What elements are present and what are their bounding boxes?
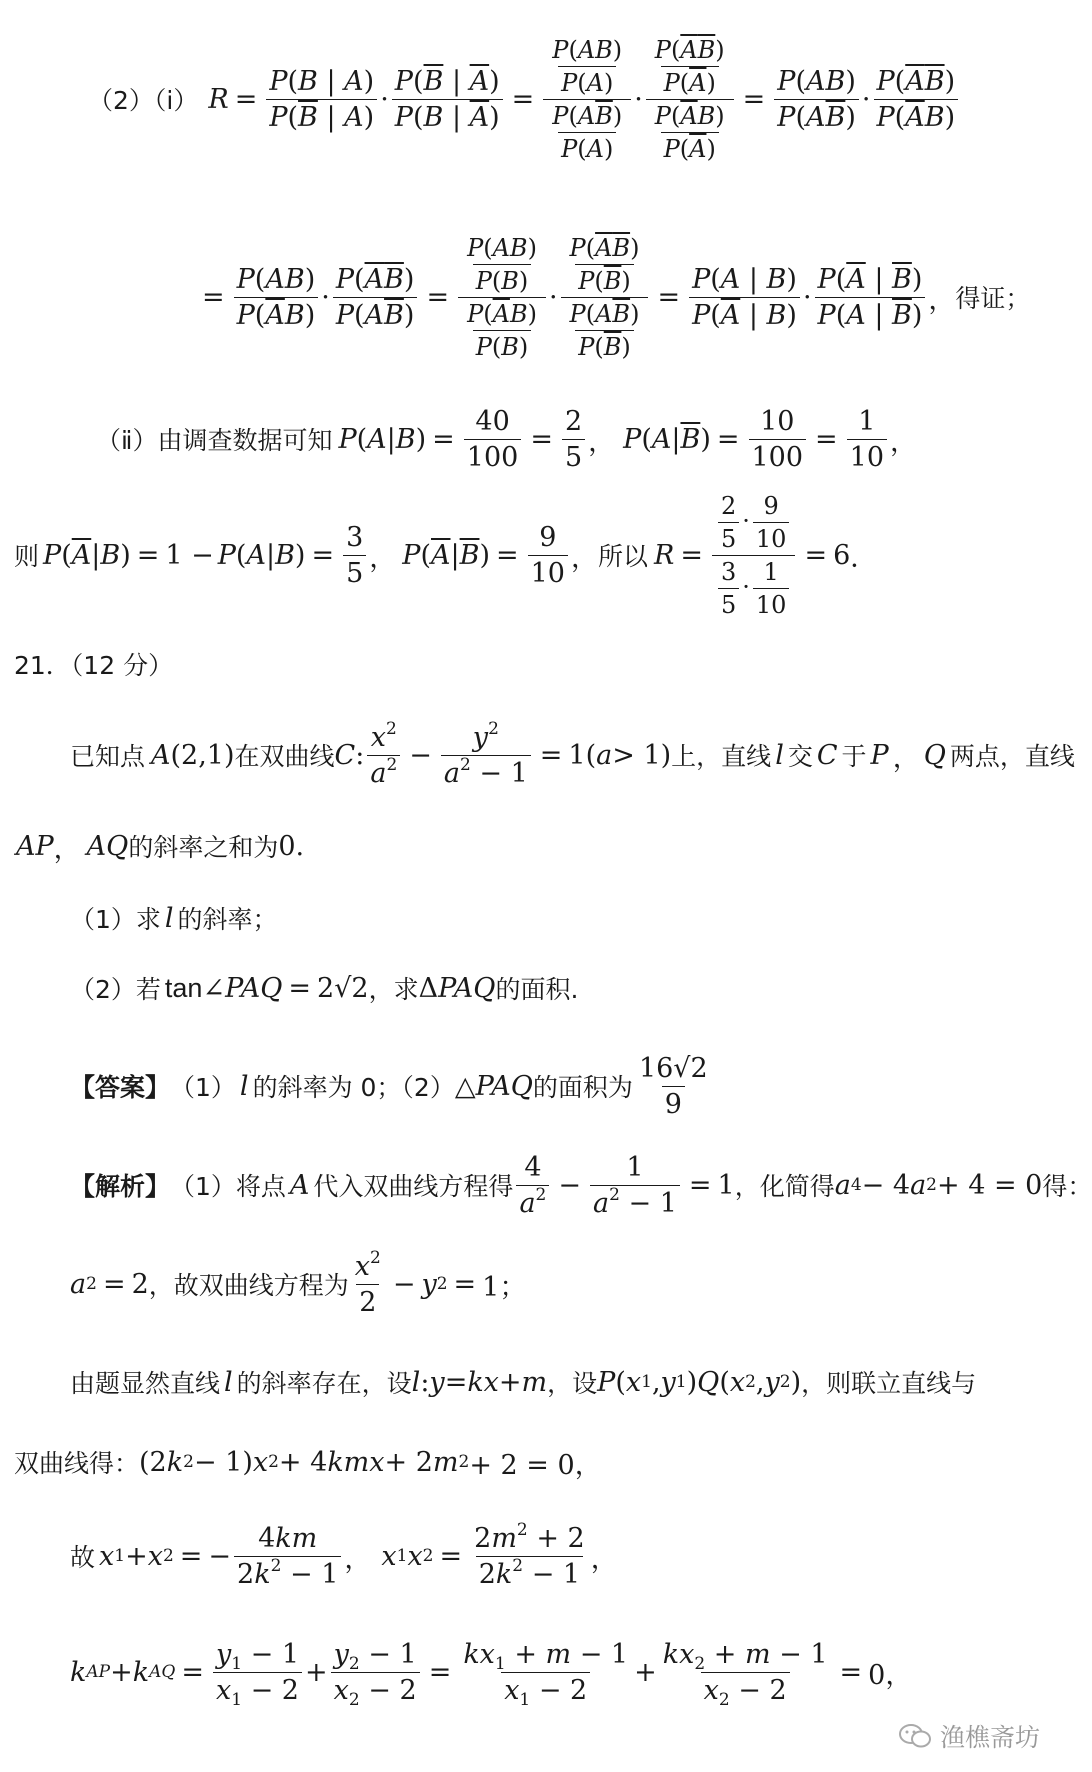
answer-line: 【答案】 （1） l 的斜率为 0；（2） △ PAQ 的面积为 $\frac{16√2}{9}$ — [70, 1044, 714, 1128]
answer-frac-num: 16√2 — [638, 1052, 708, 1084]
analysis-text: 得： — [1042, 1172, 1092, 1201]
part-label: （2）（ⅰ） — [88, 86, 199, 115]
q21-stem-text: 交 — [787, 742, 813, 771]
frac-den: 100 — [749, 439, 807, 473]
answer-text: 的面积为 — [532, 1073, 633, 1102]
analysis-line6: k AP + k AQ = $\frac{y_1 - 1}{x_1 - 2}$ + $\frac{y_2 - 1}{x_2 - 2}$ = $\frac{kx_1 + m - 1}{x_1 - 2}$ + $\frac{kx_2 + m - 1}{x_2 - 2}$ = 0， — [70, 1638, 913, 1710]
analysis-text: 代入双曲线方程得 — [313, 1172, 514, 1201]
part-ii-label: （ⅱ）由调查数据可知 — [96, 426, 333, 455]
frac-den: 10 — [528, 555, 568, 589]
frac-den: 5 — [562, 439, 585, 473]
analysis-line4: 双曲线得： (2 k 2 − 1) x 2 + 4 kmx + 2 m 2 + 2 = 0， — [14, 1438, 602, 1486]
wechat-icon — [898, 1722, 932, 1750]
conclusion-line: 则 P ( $\overline{A}$ | B ) = 1 − P ( A | B ) = $\frac{3}{5}$ ， P ( $\overline{A}$ | $\overline{B}$ ) = $\frac{9}{10}$ ， 所以 R = $\frac{2}{5}$ · $\frac{9}{10}$ $\frac{3}{5}$ · $\frac{1}{10}$ = 6 ． — [14, 491, 878, 619]
q21-stem-text: 在双曲线 — [234, 742, 335, 771]
frac-den: 100 — [464, 439, 522, 473]
analysis-text: ，设 — [547, 1369, 598, 1398]
analysis-text: ，化简得 — [734, 1172, 835, 1201]
watermark — [898, 1718, 1040, 1754]
then-text: 则 — [14, 542, 40, 571]
analysis-text: （1）将点 — [170, 1172, 286, 1201]
analysis-text: 由题显然直线 — [70, 1369, 221, 1398]
q21-stem-text: 的斜率之和为 — [128, 833, 279, 862]
frac-num: 1 — [858, 405, 876, 437]
frac-den: 10 — [847, 439, 887, 473]
q21-part2-text: （2）若 — [70, 975, 161, 1004]
analysis-text: 双曲线得： — [14, 1449, 140, 1478]
q21-stem-text: 已知点 — [70, 742, 146, 771]
frac-den: 5 — [343, 555, 366, 589]
analysis-line5: 故 x 1 + x 2 = − $\frac{4km}{2k^2 - 1}$ ， x 1 x 2 = $\frac{2m^2 + 2}{2k^2 - 1}$ ， — [70, 1519, 618, 1590]
analysis-line3: 由题显然直线 l 的斜率存在，设 l : y = kx + m ，设 P ( x 1 , y 1 ) Q ( x 2 , y 2 ) ，则联立直线与 — [70, 1360, 976, 1404]
r-result: 6 — [833, 539, 851, 571]
proved-text: 得证； — [955, 284, 1031, 313]
formula-r-line1: （2）（ⅰ） R = $\frac{P(B | A)}{P(\overline{B} | A)}$ · $\frac{P(\overline{B} | \overline{A})}{P(B | \overline{A})}$ = $\frac{\frac{P(AB)}{P(A)}}{\frac{P(A\overline{B})}{P(A)}}$ · $\frac{\frac{P(\overline{A}\overline{B})}{P(\overline{A})}}{\frac{P(\overline{A}B)}{P(\overline{A})}}$ = $\frac{P(AB)}{P(A\overline{B})}$ · $\frac{P(\overline{A}\overline{B})}{P(\overline{A}B)}$ — [88, 24, 961, 174]
q21-part1-text: （1）求 — [70, 905, 161, 934]
analysis-tag: 【解析】 — [70, 1172, 171, 1201]
q21-header-text: 21．（12 分） — [14, 651, 174, 680]
q21-part1: （1）求 l 的斜率； — [70, 898, 278, 938]
analysis-text: 的斜率存在，设 — [236, 1369, 412, 1398]
q21-part1-text: 的斜率； — [177, 905, 278, 934]
answer-tag: 【答案】 — [70, 1073, 171, 1102]
analysis-text: ，则联立直线与 — [801, 1369, 977, 1398]
answer-text: （1） — [170, 1073, 236, 1102]
analysis-line1: 【解析】 （1）将点 A 代入双曲线方程得 $\frac{4}{a^2}$ − $\frac{1}{a^2 - 1}$ = 1 ，化简得 a 4 − 4 a 2 + 4 = 0 得： — [70, 1151, 1092, 1219]
q21-stem-text: 两点，直线 — [949, 742, 1075, 771]
q21-zero: 0. — [278, 830, 305, 862]
formula-r-line2: = $\frac{P(AB)}{P(\overline{A}B)}$ · $\frac{P(\overline{A}\overline{B})}{P(A\overline{B})}$ = $\frac{\frac{P(AB)}{P(B)}}{\frac{P(\overline{A}B)}{P(B)}}$ · $\frac{\frac{P(\overline{A}\overline{B})}{P(\overline{B})}}{\frac{P(A\overline{B})}{P(\overline{B})}}$ = $\frac{P(A | B)}{P(\overline{A} | B)}$ · $\frac{P(\overline{A} | \overline{B})}{P(A | \overline{B})}$ ， 得证； — [202, 233, 1031, 361]
q21-part2-text: 的面积. — [495, 975, 579, 1004]
so-text: 所以 — [597, 542, 648, 571]
frac-num: 10 — [760, 405, 795, 437]
frac-num: 2 — [564, 405, 583, 437]
q21-stem-line2: AP ， AQ 的斜率之和为 0. — [16, 826, 304, 866]
frac-num: 3 — [346, 521, 364, 553]
answer-text: 的斜率为 0；（2） — [252, 1073, 455, 1102]
q21-part2: （2）若 tan ∠ PAQ = 2√2 ，求 Δ PAQ 的面积. — [70, 966, 578, 1010]
watermark-text: 渔樵斋坊 — [939, 1723, 1040, 1752]
part-ii-line: （ⅱ）由调查数据可知 P ( A | B ) = $\frac{40}{100}$ = $\frac{2}{5}$ ， P ( A | $\overline{B}$ ) = $\frac{10}{100}$ = $\frac{1}{10}$ ， — [96, 405, 918, 473]
q21-stem-text: 上，直线 — [671, 742, 772, 771]
analysis-text: ，故双曲线方程为 — [148, 1271, 349, 1300]
q21-stem-text: 于 — [841, 742, 867, 771]
answer-frac-den: 9 — [662, 1086, 685, 1120]
q21-part2-text: ，求 — [368, 975, 419, 1004]
analysis-line2: a 2 = 2 ，故双曲线方程为 $\frac{x^2}{2}$ − y 2 = 1； — [70, 1247, 527, 1318]
q21-stem-line1: 已知点 A (2,1) 在双曲线 C : $\frac{x^2}{a^2}$ − $\frac{y^2}{a^2 - 1}$ = 1( a > 1) 上，直线 l 交 C 于 P ， Q 两点，直线 — [70, 718, 1075, 789]
analysis-text: 故 — [70, 1543, 96, 1572]
question-21-header — [14, 646, 173, 682]
frac-num: 9 — [539, 521, 557, 553]
frac-num: 40 — [475, 405, 510, 437]
